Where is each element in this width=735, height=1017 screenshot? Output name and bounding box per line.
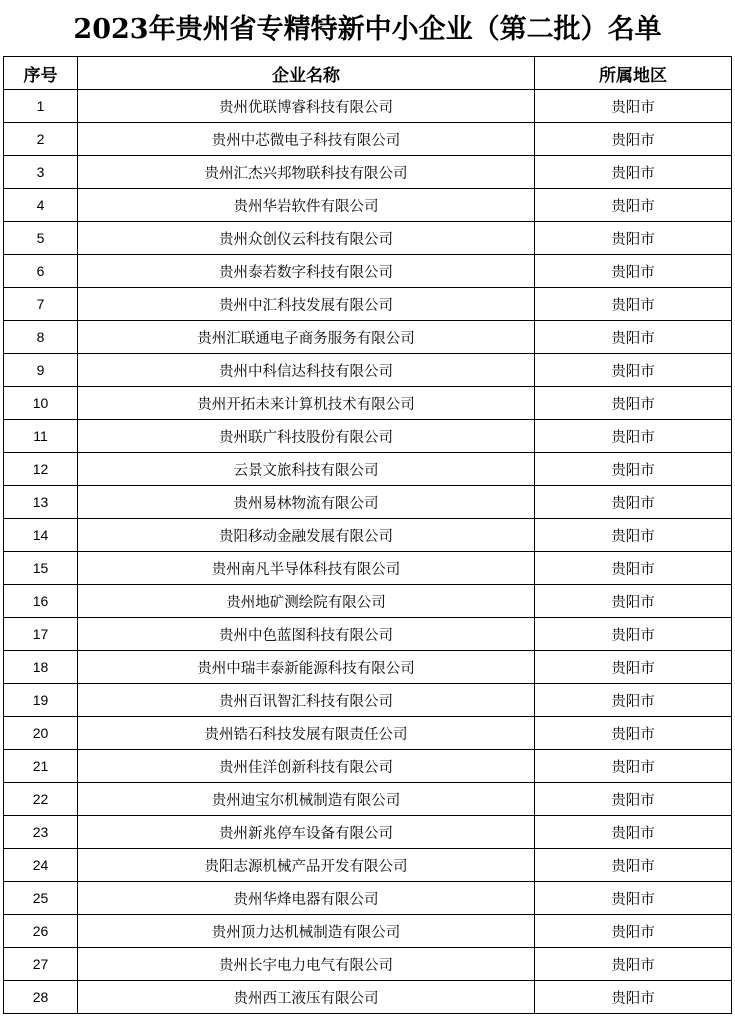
row-number-cell: 11 xyxy=(4,420,78,453)
row-number-cell: 6 xyxy=(4,255,78,288)
company-name-cell: 贵州华岩软件有限公司 xyxy=(78,189,535,222)
row-number-cell: 21 xyxy=(4,750,78,783)
company-name-cell: 贵州南凡半导体科技有限公司 xyxy=(78,552,535,585)
column-header-region: 所属地区 xyxy=(535,57,732,90)
region-cell: 贵阳市 xyxy=(535,816,732,849)
region-cell: 贵阳市 xyxy=(535,156,732,189)
region-cell: 贵阳市 xyxy=(535,189,732,222)
row-number-cell: 25 xyxy=(4,882,78,915)
row-number-cell: 13 xyxy=(4,486,78,519)
table-row xyxy=(4,519,732,552)
column-header-no: 序号 xyxy=(4,57,78,90)
region-cell: 贵阳市 xyxy=(535,585,732,618)
table-row xyxy=(4,849,732,882)
row-number-cell: 17 xyxy=(4,618,78,651)
company-name-cell: 贵阳移动金融发展有限公司 xyxy=(78,519,535,552)
company-name-cell: 贵州汇杰兴邦物联科技有限公司 xyxy=(78,156,535,189)
region-cell: 贵阳市 xyxy=(535,90,732,123)
table-row xyxy=(4,816,732,849)
row-number-cell: 24 xyxy=(4,849,78,882)
region-cell: 贵阳市 xyxy=(535,651,732,684)
row-number-cell: 5 xyxy=(4,222,78,255)
table-row xyxy=(4,552,732,585)
table-row xyxy=(4,486,732,519)
region-cell: 贵阳市 xyxy=(535,981,732,1014)
region-cell: 贵阳市 xyxy=(535,948,732,981)
company-table xyxy=(3,56,732,1014)
row-number-cell: 23 xyxy=(4,816,78,849)
table-row xyxy=(4,123,732,156)
table-body xyxy=(4,90,732,1014)
table-row xyxy=(4,882,732,915)
table-row xyxy=(4,222,732,255)
company-name-cell: 贵州新兆停车设备有限公司 xyxy=(78,816,535,849)
company-name-cell: 贵州佳洋创新科技有限公司 xyxy=(78,750,535,783)
row-number-cell: 14 xyxy=(4,519,78,552)
table-row xyxy=(4,420,732,453)
row-number-cell: 15 xyxy=(4,552,78,585)
region-cell: 贵阳市 xyxy=(535,354,732,387)
table-row xyxy=(4,189,732,222)
region-cell: 贵阳市 xyxy=(535,123,732,156)
company-name-cell: 贵州易林物流有限公司 xyxy=(78,486,535,519)
region-cell: 贵阳市 xyxy=(535,222,732,255)
company-name-cell: 云景文旅科技有限公司 xyxy=(78,453,535,486)
table-row xyxy=(4,90,732,123)
table-row xyxy=(4,354,732,387)
company-name-cell: 贵州华烽电器有限公司 xyxy=(78,882,535,915)
region-cell: 贵阳市 xyxy=(535,288,732,321)
row-number-cell: 10 xyxy=(4,387,78,420)
company-name-cell: 贵州众创仪云科技有限公司 xyxy=(78,222,535,255)
row-number-cell: 9 xyxy=(4,354,78,387)
table-row xyxy=(4,156,732,189)
table-row xyxy=(4,717,732,750)
row-number-cell: 16 xyxy=(4,585,78,618)
region-cell: 贵阳市 xyxy=(535,387,732,420)
company-name-cell: 贵州百讯智汇科技有限公司 xyxy=(78,684,535,717)
table-row xyxy=(4,948,732,981)
region-cell: 贵阳市 xyxy=(535,420,732,453)
company-name-cell: 贵州中芯微电子科技有限公司 xyxy=(78,123,535,156)
company-name-cell: 贵州长宇电力电气有限公司 xyxy=(78,948,535,981)
table-header-row xyxy=(4,57,732,90)
table-row xyxy=(4,783,732,816)
table-row xyxy=(4,684,732,717)
table-row xyxy=(4,321,732,354)
row-number-cell: 22 xyxy=(4,783,78,816)
company-name-cell: 贵州中科信达科技有限公司 xyxy=(78,354,535,387)
row-number-cell: 2 xyxy=(4,123,78,156)
row-number-cell: 27 xyxy=(4,948,78,981)
table-row xyxy=(4,453,732,486)
document-title: 2023年贵州省专精特新中小企业（第二批）名单 xyxy=(73,14,662,45)
company-name-cell: 贵州汇联通电子商务服务有限公司 xyxy=(78,321,535,354)
region-cell: 贵阳市 xyxy=(535,486,732,519)
table-row xyxy=(4,288,732,321)
company-name-cell: 贵州锆石科技发展有限责任公司 xyxy=(78,717,535,750)
table-row xyxy=(4,915,732,948)
region-cell: 贵阳市 xyxy=(535,717,732,750)
column-header-company-name: 企业名称 xyxy=(78,57,535,90)
region-cell: 贵阳市 xyxy=(535,783,732,816)
region-cell: 贵阳市 xyxy=(535,882,732,915)
company-name-cell: 贵州中汇科技发展有限公司 xyxy=(78,288,535,321)
region-cell: 贵阳市 xyxy=(535,750,732,783)
region-cell: 贵阳市 xyxy=(535,618,732,651)
table-row xyxy=(4,387,732,420)
region-cell: 贵阳市 xyxy=(535,684,732,717)
region-cell: 贵阳市 xyxy=(535,519,732,552)
company-name-cell: 贵州开拓未来计算机技术有限公司 xyxy=(78,387,535,420)
company-name-cell: 贵州联广科技股份有限公司 xyxy=(78,420,535,453)
table-row xyxy=(4,585,732,618)
row-number-cell: 8 xyxy=(4,321,78,354)
row-number-cell: 4 xyxy=(4,189,78,222)
row-number-cell: 1 xyxy=(4,90,78,123)
row-number-cell: 20 xyxy=(4,717,78,750)
region-cell: 贵阳市 xyxy=(535,453,732,486)
region-cell: 贵阳市 xyxy=(535,552,732,585)
company-name-cell: 贵州泰若数字科技有限公司 xyxy=(78,255,535,288)
table-row xyxy=(4,981,732,1014)
region-cell: 贵阳市 xyxy=(535,255,732,288)
table-row xyxy=(4,750,732,783)
company-name-cell: 贵州优联博睿科技有限公司 xyxy=(78,90,535,123)
row-number-cell: 7 xyxy=(4,288,78,321)
company-name-cell: 贵州地矿测绘院有限公司 xyxy=(78,585,535,618)
region-cell: 贵阳市 xyxy=(535,915,732,948)
table-row xyxy=(4,651,732,684)
row-number-cell: 19 xyxy=(4,684,78,717)
company-name-cell: 贵州顶力达机械制造有限公司 xyxy=(78,915,535,948)
company-name-cell: 贵州西工液压有限公司 xyxy=(78,981,535,1014)
company-name-cell: 贵阳志源机械产品开发有限公司 xyxy=(78,849,535,882)
row-number-cell: 3 xyxy=(4,156,78,189)
table-row xyxy=(4,255,732,288)
row-number-cell: 12 xyxy=(4,453,78,486)
company-name-cell: 贵州中瑞丰泰新能源科技有限公司 xyxy=(78,651,535,684)
table-row xyxy=(4,618,732,651)
region-cell: 贵阳市 xyxy=(535,321,732,354)
company-name-cell: 贵州中色蓝图科技有限公司 xyxy=(78,618,535,651)
company-name-cell: 贵州迪宝尔机械制造有限公司 xyxy=(78,783,535,816)
row-number-cell: 28 xyxy=(4,981,78,1014)
row-number-cell: 26 xyxy=(4,915,78,948)
region-cell: 贵阳市 xyxy=(535,849,732,882)
row-number-cell: 18 xyxy=(4,651,78,684)
